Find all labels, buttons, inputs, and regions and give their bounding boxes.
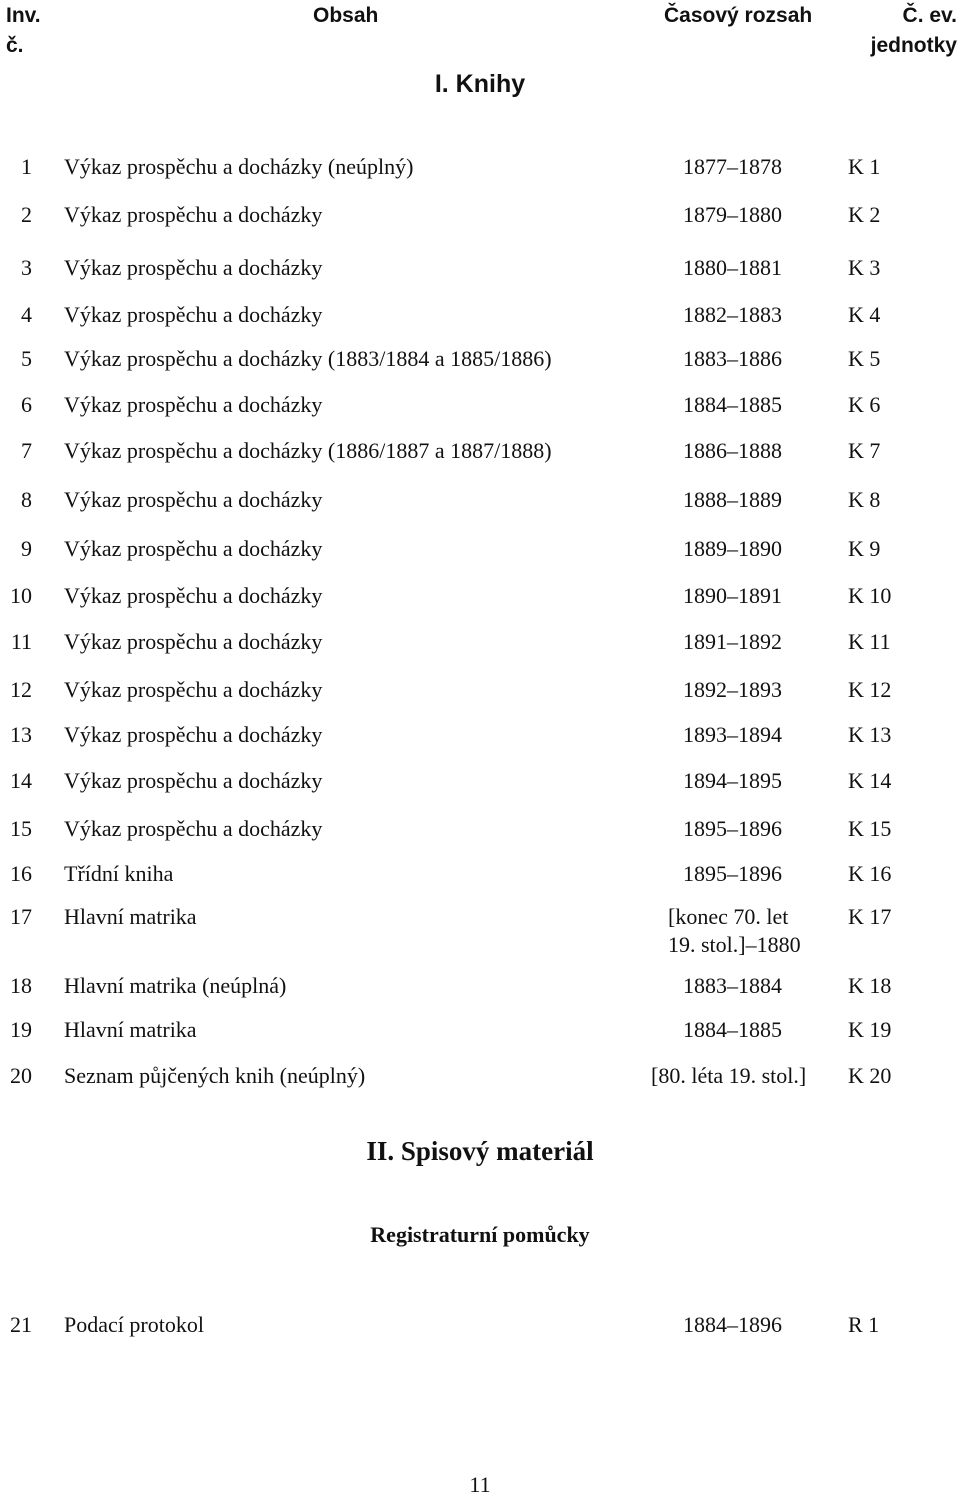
row-date-range: 1892–1893 bbox=[683, 677, 782, 702]
row-evidence-unit: K 9 bbox=[848, 536, 881, 561]
row-content-title: Výkaz prospěchu a docházky bbox=[64, 722, 323, 747]
row-date-range-line2: 19. stol.]–1880 bbox=[668, 932, 801, 957]
row-date-range: 1884–1885 bbox=[683, 392, 782, 417]
row-content-title: Výkaz prospěchu a docházky bbox=[64, 816, 323, 841]
row-content-title: Výkaz prospěchu a docházky (neúplný) bbox=[64, 154, 414, 179]
row-content-title: Třídní kniha bbox=[64, 861, 174, 886]
row-content-title: Výkaz prospěchu a docházky (1886/1887 a 1887/1888) bbox=[64, 438, 552, 463]
row-inventory-number: 20 bbox=[10, 1063, 32, 1088]
row-inventory-number: 6 bbox=[21, 392, 32, 417]
row-evidence-unit: K 7 bbox=[848, 438, 881, 463]
header-inv-line2: č. bbox=[6, 34, 24, 57]
row-content-title: Výkaz prospěchu a docházky bbox=[64, 583, 323, 608]
row-date-range: 1882–1883 bbox=[683, 302, 782, 327]
row-content-title: Výkaz prospěchu a docházky bbox=[64, 255, 323, 280]
row-date-range: 1877–1878 bbox=[683, 154, 782, 179]
row-inventory-number: 19 bbox=[10, 1017, 32, 1042]
row-inventory-number: 3 bbox=[21, 255, 32, 280]
row-evidence-unit: K 4 bbox=[848, 302, 881, 327]
row-evidence-unit: K 19 bbox=[848, 1017, 892, 1042]
row-date-range: 1893–1894 bbox=[683, 722, 782, 747]
row-date-range: 1883–1886 bbox=[683, 346, 782, 371]
row-date-range: [80. léta 19. stol.] bbox=[651, 1063, 807, 1088]
row-inventory-number: 5 bbox=[21, 346, 32, 371]
row-evidence-unit: K 1 bbox=[848, 154, 881, 179]
row-date-range: 1884–1885 bbox=[683, 1017, 782, 1042]
row-content-title: Výkaz prospěchu a docházky bbox=[64, 629, 323, 654]
row-evidence-unit: K 11 bbox=[848, 629, 891, 654]
row-date-range-line1: [konec 70. let bbox=[668, 904, 789, 929]
row-content-title: Podací protokol bbox=[64, 1312, 204, 1337]
row-evidence-unit: K 17 bbox=[848, 904, 892, 929]
row-content-title: Výkaz prospěchu a docházky bbox=[64, 768, 323, 793]
row-date-range: 1884–1896 bbox=[683, 1312, 782, 1337]
row-evidence-unit: K 14 bbox=[848, 768, 892, 793]
row-content-title: Výkaz prospěchu a docházky bbox=[64, 202, 323, 227]
row-inventory-number: 13 bbox=[10, 722, 32, 747]
row-evidence-unit: R 1 bbox=[848, 1312, 880, 1337]
row-evidence-unit: K 12 bbox=[848, 677, 892, 702]
header-casovy-rozsah: Časový rozsah bbox=[664, 4, 813, 27]
row-inventory-number: 4 bbox=[21, 302, 32, 327]
row-evidence-unit: K 20 bbox=[848, 1063, 892, 1088]
header-inv-line1: Inv. bbox=[6, 4, 41, 27]
section-title-knihy: I. Knihy bbox=[434, 70, 526, 98]
row-evidence-unit: K 10 bbox=[848, 583, 892, 608]
row-inventory-number: 8 bbox=[21, 487, 32, 512]
row-inventory-number: 12 bbox=[10, 677, 32, 702]
header-cev-line2: jednotky bbox=[870, 34, 957, 57]
row-evidence-unit: K 18 bbox=[848, 973, 892, 998]
row-content-title: Hlavní matrika bbox=[64, 904, 197, 929]
row-evidence-unit: K 15 bbox=[848, 816, 892, 841]
row-inventory-number: 18 bbox=[10, 973, 32, 998]
row-inventory-number: 10 bbox=[10, 583, 32, 608]
header-cev-line1: Č. ev. bbox=[902, 4, 957, 27]
subsection-title-registraturni-pomucky: Registraturní pomůcky bbox=[370, 1222, 590, 1247]
row-content-title: Výkaz prospěchu a docházky bbox=[64, 677, 323, 702]
row-inventory-number: 11 bbox=[10, 629, 32, 654]
row-date-range: 1883–1884 bbox=[683, 973, 782, 998]
row-inventory-number: 1 bbox=[21, 154, 32, 179]
row-date-range: 1879–1880 bbox=[683, 202, 782, 227]
row-date-range: 1890–1891 bbox=[683, 583, 782, 608]
page-number: 11 bbox=[469, 1472, 491, 1497]
row-inventory-number: 2 bbox=[21, 202, 32, 227]
row-inventory-number: 9 bbox=[21, 536, 32, 561]
row-evidence-unit: K 2 bbox=[848, 202, 881, 227]
row-inventory-number: 21 bbox=[10, 1312, 32, 1337]
row-evidence-unit: K 3 bbox=[848, 255, 881, 280]
row-inventory-number: 7 bbox=[21, 438, 32, 463]
row-content-title: Výkaz prospěchu a docházky bbox=[64, 536, 323, 561]
row-inventory-number: 15 bbox=[10, 816, 32, 841]
row-inventory-number: 17 bbox=[10, 904, 32, 929]
row-date-range: 1891–1892 bbox=[683, 629, 782, 654]
row-inventory-number: 16 bbox=[10, 861, 32, 886]
row-evidence-unit: K 5 bbox=[848, 346, 881, 371]
row-date-range: 1895–1896 bbox=[683, 816, 782, 841]
row-evidence-unit: K 6 bbox=[848, 392, 881, 417]
row-evidence-unit: K 16 bbox=[848, 861, 892, 886]
row-content-title: Seznam půjčených knih (neúplný) bbox=[64, 1063, 366, 1088]
header-inv-cislo bbox=[6, 1, 41, 61]
section-title-spisovy-material: II. Spisový materiál bbox=[366, 1136, 594, 1166]
row-content-title: Hlavní matrika (neúplná) bbox=[64, 973, 287, 998]
row-content-title: Výkaz prospěchu a docházky bbox=[64, 392, 323, 417]
row-date-range: 1894–1895 bbox=[683, 768, 782, 793]
row-inventory-number: 14 bbox=[10, 768, 32, 793]
row-date-range bbox=[668, 903, 818, 959]
header-obsah: Obsah bbox=[313, 4, 379, 27]
row-date-range: 1880–1881 bbox=[683, 255, 782, 280]
row-evidence-unit: K 8 bbox=[848, 487, 881, 512]
row-evidence-unit: K 13 bbox=[848, 722, 892, 747]
row-content-title: Hlavní matrika bbox=[64, 1017, 197, 1042]
row-content-title: Výkaz prospěchu a docházky bbox=[64, 487, 323, 512]
row-date-range: 1889–1890 bbox=[683, 536, 782, 561]
row-date-range: 1895–1896 bbox=[683, 861, 782, 886]
row-date-range: 1886–1888 bbox=[683, 438, 782, 463]
row-date-range: 1888–1889 bbox=[683, 487, 782, 512]
row-content-title: Výkaz prospěchu a docházky bbox=[64, 302, 323, 327]
header-cislo-evidencni-jednotky bbox=[862, 1, 957, 61]
row-content-title: Výkaz prospěchu a docházky (1883/1884 a 1885/1886) bbox=[64, 346, 552, 371]
